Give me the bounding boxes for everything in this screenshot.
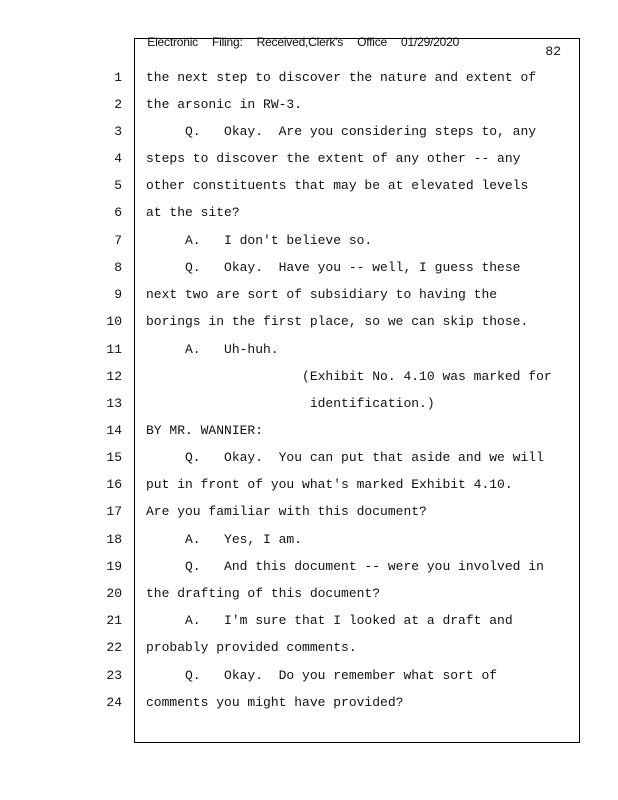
transcript-line xyxy=(0,668,618,695)
page-number: 82 xyxy=(545,44,561,59)
line-number: 11 xyxy=(106,342,122,357)
line-text: Q. And this document -- were you involved in xyxy=(146,559,544,574)
line-text: put in front of you what's marked Exhibit 4.10. xyxy=(146,477,513,492)
line-number: 9 xyxy=(114,287,122,302)
line-text: A. Yes, I am. xyxy=(146,532,303,547)
line-number: 18 xyxy=(106,532,122,547)
line-text: Q. Okay. You can put that aside and we will xyxy=(146,450,544,465)
line-text: Q. Okay. Are you considering steps to, any xyxy=(146,124,537,139)
transcript-line xyxy=(0,532,618,559)
line-number: 2 xyxy=(114,97,122,112)
line-number: 13 xyxy=(106,396,122,411)
transcript-line xyxy=(0,450,618,477)
line-text: at the site? xyxy=(146,205,240,220)
transcript-line xyxy=(0,233,618,260)
line-text: Are you familiar with this document? xyxy=(146,504,427,519)
transcript-line xyxy=(0,369,618,396)
line-text: the drafting of this document? xyxy=(146,586,381,601)
line-text: A. Uh-huh. xyxy=(146,342,279,357)
transcript-line xyxy=(0,477,618,504)
line-number: 17 xyxy=(106,504,122,519)
line-number: 20 xyxy=(106,586,122,601)
line-text: A. I'm sure that I looked at a draft and xyxy=(146,613,513,628)
header-electronic: Electronic xyxy=(147,35,198,49)
transcript-line xyxy=(0,586,618,613)
header-office: Office xyxy=(357,35,388,49)
line-text: other constituents that may be at elevated levels xyxy=(146,178,529,193)
transcript-line xyxy=(0,504,618,531)
line-text: identification.) xyxy=(146,396,435,411)
header-filing: Filing: xyxy=(211,35,243,49)
line-number: 21 xyxy=(106,613,122,628)
line-text: A. I don't believe so. xyxy=(146,233,373,248)
transcript-line xyxy=(0,151,618,178)
line-number: 8 xyxy=(114,260,122,275)
line-text: Q. Okay. Do you remember what sort of xyxy=(146,668,498,683)
line-number: 7 xyxy=(114,233,122,248)
transcript-line xyxy=(0,287,618,314)
transcript-line xyxy=(0,559,618,586)
line-text: probably provided comments. xyxy=(146,640,357,655)
transcript-line xyxy=(0,423,618,450)
line-number: 19 xyxy=(106,559,122,574)
line-text: Q. Okay. Have you -- well, I guess these xyxy=(146,260,521,275)
transcript-line xyxy=(0,205,618,232)
transcript-line xyxy=(0,260,618,287)
transcript-line xyxy=(0,70,618,97)
transcript-line xyxy=(0,97,618,124)
transcript-line xyxy=(0,695,618,722)
transcript-line xyxy=(0,613,618,640)
line-number: 16 xyxy=(106,477,122,492)
transcript-line xyxy=(0,314,618,341)
header-date: 01/29/2020 xyxy=(401,35,460,49)
transcript-line xyxy=(0,640,618,667)
transcript-line xyxy=(0,124,618,151)
line-number: 12 xyxy=(106,369,122,384)
line-number: 4 xyxy=(114,151,122,166)
line-number: 14 xyxy=(106,423,122,438)
line-number: 24 xyxy=(106,695,122,710)
line-text: the next step to discover the nature and extent of xyxy=(146,70,537,85)
line-number: 3 xyxy=(114,124,122,139)
line-text: BY MR. WANNIER: xyxy=(146,423,264,438)
line-number: 6 xyxy=(114,205,122,220)
line-number: 22 xyxy=(106,640,122,655)
line-text: comments you might have provided? xyxy=(146,695,404,710)
header-received: Received,Clerk's xyxy=(256,35,344,49)
line-number: 5 xyxy=(114,178,122,193)
line-number: 23 xyxy=(106,668,122,683)
transcript-line xyxy=(0,178,618,205)
line-number: 10 xyxy=(106,314,122,329)
line-text: steps to discover the extent of any other -- any xyxy=(146,151,521,166)
line-text: (Exhibit No. 4.10 was marked for xyxy=(146,369,552,384)
line-text: next two are sort of subsidiary to having the xyxy=(146,287,498,302)
line-number: 1 xyxy=(114,70,122,85)
line-text: the arsonic in RW-3. xyxy=(146,97,303,112)
line-number: 15 xyxy=(106,450,122,465)
transcript-line xyxy=(0,396,618,423)
transcript-line xyxy=(0,342,618,369)
line-text: borings in the first place, so we can skip those. xyxy=(146,314,529,329)
